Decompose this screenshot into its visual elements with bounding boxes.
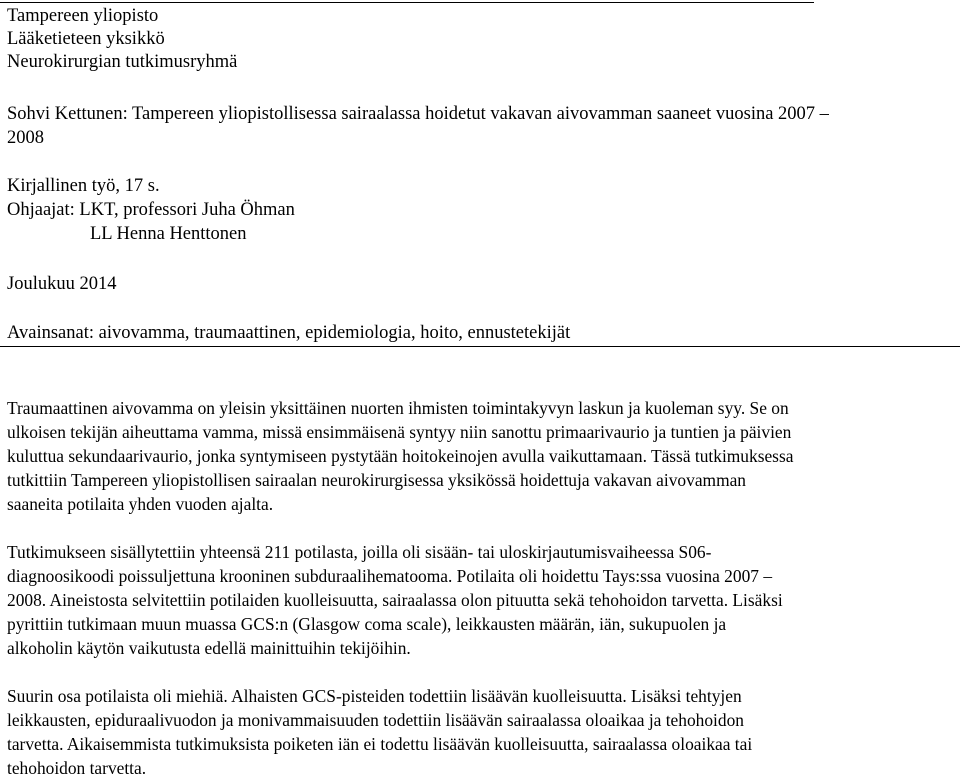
supervisors-line-1: Ohjaajat: LKT, professori Juha Öhman — [7, 200, 295, 220]
abstract-line: pyrittiin tutkimaan muun muassa GCS:n (Glasgow coma scale), leikkausten määrän, iän, sukupuolen ja — [7, 614, 727, 634]
unit-name: Lääketieteen yksikkö — [7, 29, 165, 49]
abstract — [7, 396, 957, 777]
work-type: Kirjallinen työ, 17 s. — [7, 176, 160, 196]
abstract-paragraph-1 — [7, 396, 957, 516]
abstract-line: alkoholin käytön vaikutusta edellä mainittuihin tekijöihin. — [7, 638, 411, 658]
abstract-line: 2008. Aineistosta selvitettiin potilaiden kuolleisuutta, sairaalassa olon pituutta sekä tehohoidon tarvetta. Lisäksi — [7, 590, 783, 610]
keywords-rule — [0, 346, 960, 347]
institution-header — [7, 5, 237, 74]
thesis-date: Joulukuu 2014 — [7, 274, 117, 294]
abstract-line: Suurin osa potilaista oli miehiä. Alhaisten GCS-pisteiden todettiin lisäävän kuolleisuutta. Lisäksi tehtyjen — [7, 686, 742, 706]
abstract-paragraph-2 — [7, 540, 957, 660]
abstract-line: ulkoisen tekijän aiheuttama vamma, missä ensimmäisenä syntyy niin sanottu primaarivaurio ja tuntien ja päivien — [7, 422, 792, 442]
thesis-title-line-2: 2008 — [7, 128, 44, 148]
abstract-line: Tutkimukseen sisällytettiin yhteensä 211 potilasta, joilla oli sisään- tai uloskirjautumisvaiheessa S06- — [7, 542, 712, 562]
keywords: Avainsanat: aivovamma, traumaattinen, epidemiologia, hoito, ennustetekijät — [7, 323, 571, 343]
abstract-line: tarvetta. Aikaisemmista tutkimuksista poiketen iän ei todettu lisäävän kuolleisuutta, sairaalassa oloaikaa tai — [7, 734, 753, 754]
top-rule — [0, 2, 814, 3]
abstract-line: kuluttua sekundaarivaurio, jonka syntymiseen pystytään hoitokeinojen avulla vaikuttamaan. Tässä tutkimuksessa — [7, 446, 794, 466]
research-group-name: Neurokirurgian tutkimusryhmä — [7, 52, 238, 72]
thesis-meta — [7, 174, 295, 246]
abstract-line: saaneita potilaita yhden vuoden ajalta. — [7, 494, 274, 514]
thesis-title-line-1: Sohvi Kettunen: Tampereen yliopistollisessa sairaalassa hoidetut vakavan aivovamman saaneet vuosina 2007 – — [7, 104, 829, 124]
thesis-title — [7, 102, 937, 150]
abstract-paragraph-3 — [7, 684, 957, 777]
university-name: Tampereen yliopisto — [7, 6, 159, 26]
abstract-line: tutkittiin Tampereen yliopistollisen sairaalan neurokirurgisessa yksikössä hoidettuja vakavan aivovamman — [7, 470, 747, 490]
abstract-line: leikkausten, epiduraalivuodon ja monivammaisuuden todettiin lisäävän sairaalassa oloaikaa ja tehohoidon — [7, 710, 744, 730]
supervisors-line-2: LL Henna Henttonen — [90, 224, 247, 244]
abstract-line: diagnoosikoodi poissuljettuna krooninen subduraalihematooma. Potilaita oli hoidettu Tays:ssa vuosina 2007 – — [7, 566, 773, 586]
abstract-line: tehohoidon tarvetta. — [7, 758, 147, 777]
abstract-line: Traumaattinen aivovamma on yleisin yksittäinen nuorten ihmisten toimintakyvyn laskun ja kuoleman syy. Se on — [7, 398, 789, 418]
